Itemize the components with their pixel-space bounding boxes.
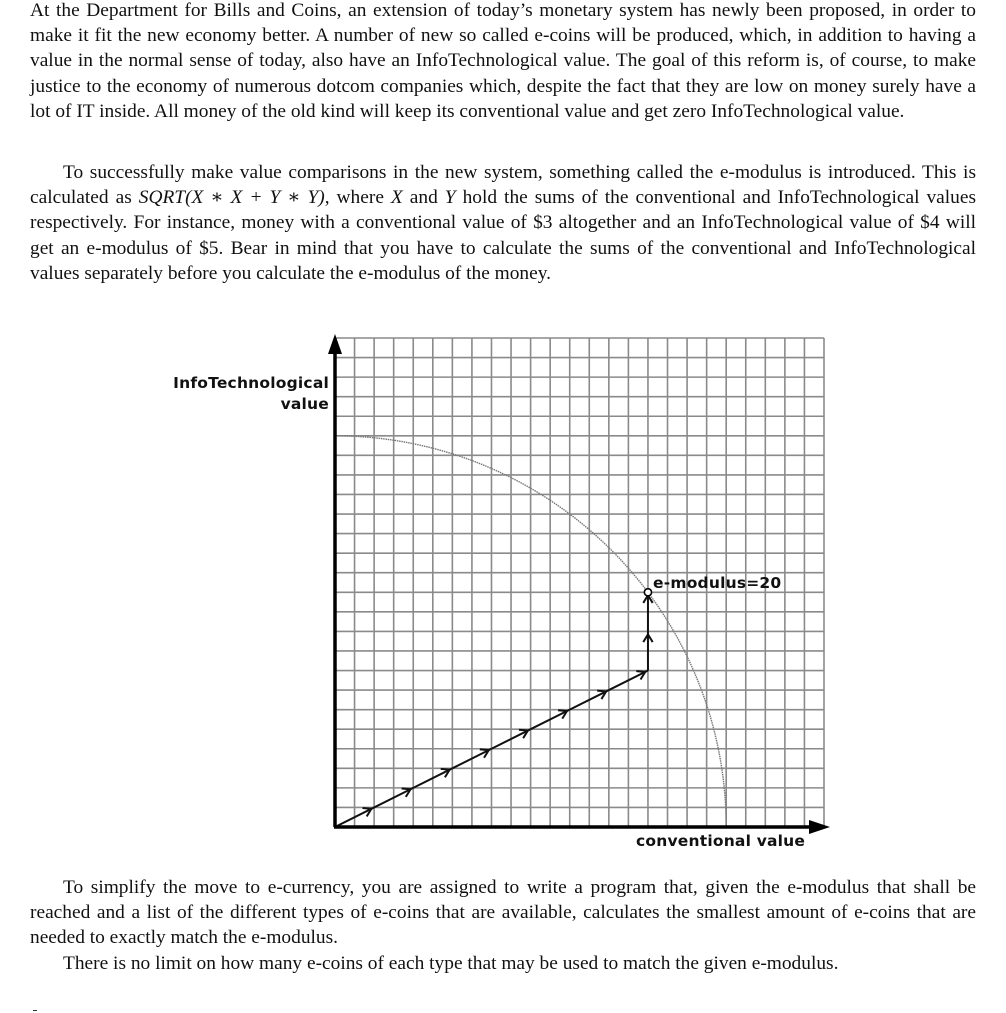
y-axis-label — [160, 373, 329, 415]
limit-paragraph — [30, 951, 976, 976]
target-point-marker — [644, 589, 651, 596]
y-axis-label-line1: InfoTechnological — [173, 374, 329, 392]
formula: SQRT(X ∗ X + Y ∗ Y) — [138, 187, 325, 209]
e-modulus-figure — [160, 330, 860, 860]
p2-text-after: hold the sums of the conventional and InfoTechnological values respectively. For instance, money with a conventional value of $3 altogether and an InfoTechnological value of $4 will get an e-modulus of $5. Bear in mind that you have to calculate the sums of the conventional and InfoTechnological values separately before you calculate the e-modulus of the money. — [30, 187, 976, 284]
limit-text: There is no limit on how many e-coins of each type that may be used to match the given e-modulus. — [63, 953, 839, 974]
target-label: e-modulus=20 — [653, 574, 782, 592]
y-axis — [328, 334, 342, 827]
intro-text: At the Department for Bills and Coins, an extension of today’s monetary system has newly been proposed, in order to make it fit the new economy better. A number of new so called e-coins will be produced, which, in addition to having a value in the normal sense of today, also have an InfoTechnological value. The goal of this reform is, of course, to make justice to the economy of numerous dotcom companies which, despite the fact that they are low on money surely have a lot of IT inside. All money of the old kind will keep its conventional value and get zero InfoTechnological value. — [30, 0, 976, 122]
p2-text-middle-2: and — [402, 187, 445, 209]
y-axis-label-line2: value — [280, 395, 329, 413]
var-y: Y — [444, 187, 456, 209]
page-mark — [33, 1010, 37, 1011]
var-x: X — [390, 187, 403, 209]
p2-text-middle-1: , where — [324, 187, 391, 209]
task-text: To simplify the move to e-currency, you are assigned to write a program that, given the e-modulus that shall be reached and a list of the different types of e-coins that are available, calculates the smallest amount of e-coins that are needed to exactly match the e-modulus. — [30, 877, 976, 949]
x-axis-arrowhead-icon — [809, 820, 830, 834]
x-axis-label: conventional value — [636, 832, 806, 850]
task-paragraph — [30, 875, 976, 951]
e-modulus-paragraph — [30, 160, 976, 286]
intro-paragraph — [30, 0, 976, 124]
p2-text-before: To successfully make value comparisons in the new system, something called the e-modulus is introduced. This is calculated as — [30, 162, 976, 209]
y-axis-arrowhead-icon — [328, 334, 342, 354]
